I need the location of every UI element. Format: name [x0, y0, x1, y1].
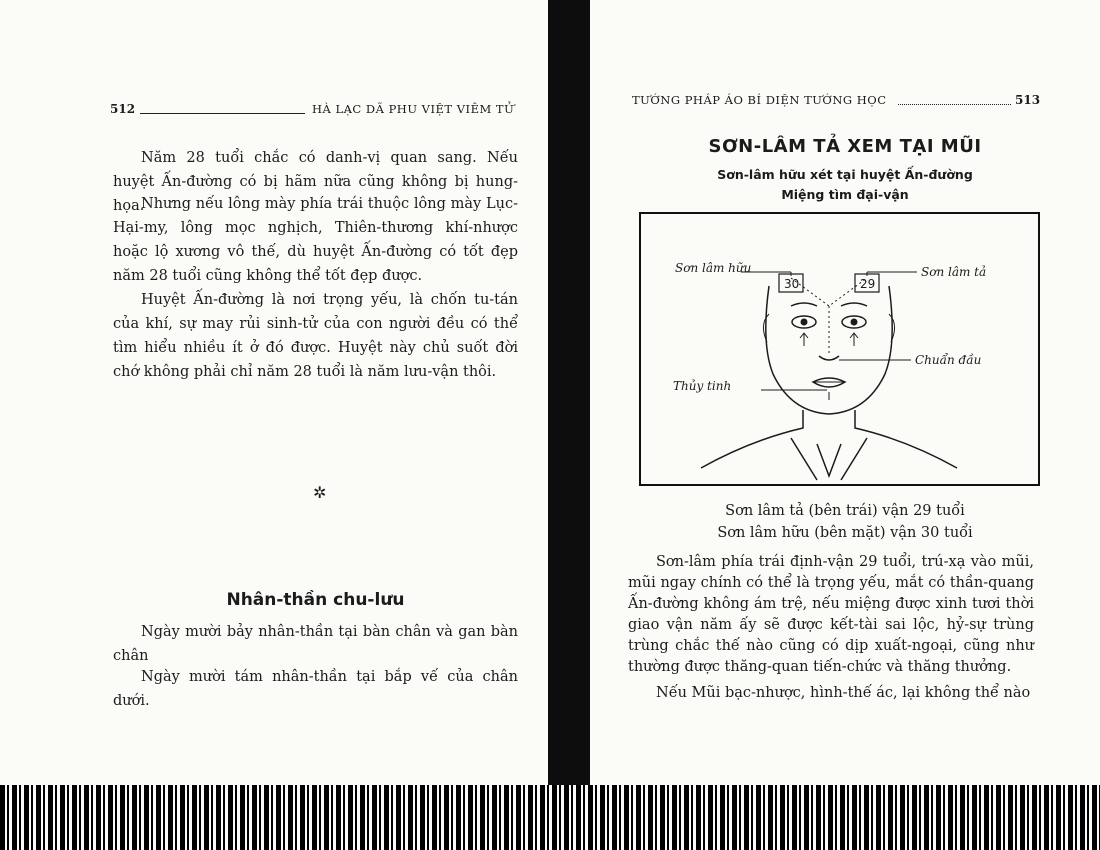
section-paragraph-1: Ngày mười bảy nhân-thần tại bàn chân và gan bàn chân [113, 624, 518, 664]
label-thuy-tinh: Thủy tinh [673, 379, 732, 393]
ornament: ✲ [313, 483, 327, 502]
left-shoulder [701, 410, 803, 468]
right-running-header: TƯỚNG PHÁP ÁO BÍ DIỆN TƯỚNG HỌC [632, 93, 887, 107]
left-running-header: HÀ LẠC DÃ PHU VIỆT VIÊM TỬ [312, 102, 515, 116]
right-shoulder [855, 410, 957, 468]
scan-edge-strip [0, 785, 1100, 850]
left-paragraph-3: Huyệt Ấn-đường là nơi trọng yếu, là chốn tu-tán của khí, sự may rủi sinh-tử của con người đều có thể tìm hiểu nhiều ít ở đó được. Huyệt này chủ suốt đời chớ không phải chỉ năm 28 tuổi là năm lưu-vận thôi. [113, 292, 518, 380]
book-spine [548, 0, 590, 850]
left-eyebrow [791, 303, 817, 306]
label-son-lam-ta: Sơn lâm tả [921, 265, 987, 279]
left-page [0, 0, 548, 785]
number-29: 29 [860, 277, 876, 291]
face-diagram-drawing [641, 214, 1038, 484]
right-page-number: 513 [1015, 93, 1041, 107]
right-subtitle-2: Miệng tìm đại-vận [781, 187, 909, 202]
right-title: SƠN-LÂM TẢ XEM TẠI MŨI [708, 136, 982, 157]
number-30: 30 [784, 277, 800, 291]
right-eyebrow [841, 303, 867, 306]
right-header-rule [898, 104, 1011, 105]
nose [819, 356, 839, 360]
right-paragraph-1: Sơn-lâm phía trái định-vận 29 tuổi, trú-xạ vào mũi, mũi ngay chính có thể là trọng yếu, mắt có thần-quang Ấn-đường không ám trệ, nếu miệng được xinh tươi thời giao vận năm ấy sẽ được kết-tài sai lộc, hỷ-sự trùng trùng chắc thế nào cũng có dịp xuất-ngoại, cũng như thường được thăng-quan tiến-chức và thăng thưởng. [628, 554, 1034, 675]
section-title: Nhân-thần chu-lưu [226, 590, 405, 610]
figure-caption-2: Sơn lâm hữu (bên mặt) vận 30 tuổi [717, 525, 973, 541]
collar [791, 438, 867, 480]
figure-caption-1: Sơn lâm tả (bên trái) vận 29 tuổi [725, 503, 965, 519]
left-pupil [801, 319, 808, 326]
face-diagram [639, 212, 1040, 486]
right-paragraph-2: Nếu Mũi bạc-nhược, hình-thế ác, lại không thể nào [656, 685, 1031, 701]
left-page-number: 512 [110, 102, 136, 116]
section-paragraph-2: Ngày mười tám nhân-thần tại bắp vế của chân dưới. [113, 669, 518, 709]
left-paragraph-1: Năm 28 tuổi chắc có danh-vị quan sang. Nếu huyệt Ấn-đường có bị hãm nữa cũng không bị hung-họa. [113, 150, 518, 214]
left-paragraph-2: Nhưng nếu lông mày phía trái thuộc lông mày Lục-Hại-my, lông mọc nghịch, Thiên-thương khí-nhược hoặc lộ xương vô thế, dù huyệt Ấn-đường có tốt đẹp năm 28 tuổi cũng không thể tốt đẹp được. [113, 196, 518, 284]
right-subtitle-1: Sơn-lâm hữu xét tại huyệt Ấn-đường [717, 167, 973, 182]
label-chuan-dau: Chuẩn đầu [915, 353, 982, 367]
left-header-rule [140, 113, 305, 114]
right-page [590, 0, 1100, 785]
right-pupil [851, 319, 858, 326]
label-son-lam-huu: Sơn lâm hữu [675, 261, 752, 275]
right-arrow [850, 333, 858, 346]
left-arrow [800, 333, 808, 346]
